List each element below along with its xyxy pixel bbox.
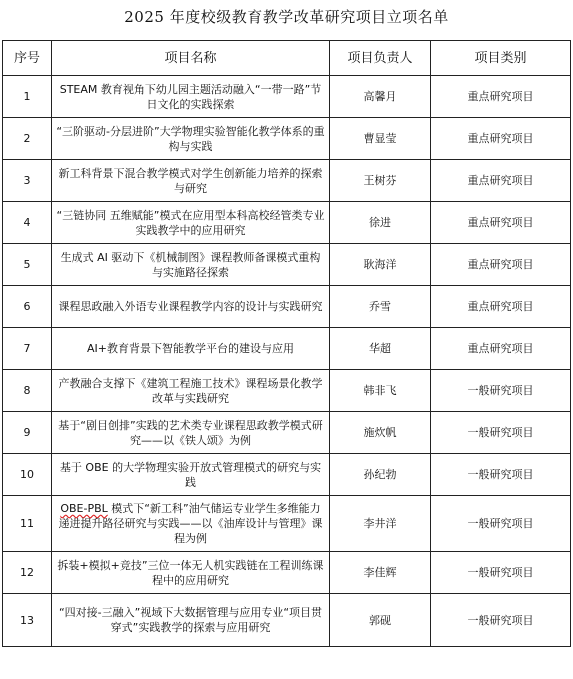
project-table [2, 40, 571, 647]
header-leader: 项目负责人 [330, 41, 431, 76]
table-row [3, 454, 571, 496]
row-number: 10 [3, 454, 52, 496]
row-leader: 乔雪 [330, 286, 431, 328]
row-number: 12 [3, 552, 52, 594]
table-row [3, 370, 571, 412]
table-row [3, 412, 571, 454]
row-category: 重点研究项目 [431, 202, 571, 244]
row-category: 一般研究项目 [431, 370, 571, 412]
row-leader: 高馨月 [330, 76, 431, 118]
row-project-name: 产教融合支撑下《建筑工程施工技术》课程场景化教学改革与实践研究 [52, 370, 330, 412]
row-project-name: “四对接-三融入”视域下大数据管理与应用专业“项目贯穿式”实践教学的探索与应用研究 [52, 594, 330, 647]
row-leader: 韩非飞 [330, 370, 431, 412]
table-row [3, 244, 571, 286]
row-number: 1 [3, 76, 52, 118]
header-category: 项目类别 [431, 41, 571, 76]
row-leader: 郭砚 [330, 594, 431, 647]
row-number: 6 [3, 286, 52, 328]
table-row [3, 160, 571, 202]
table-row [3, 552, 571, 594]
row-project-name: “三阶驱动-分层进阶”大学物理实验智能化教学体系的重构与实践 [52, 118, 330, 160]
row-leader: 华超 [330, 328, 431, 370]
row-project-name: AI+教育背景下智能教学平台的建设与应用 [52, 328, 330, 370]
row-project-name-rest: 模式下“新工科”油气储运专业学生多维能力递进提升路径研究与实践——以《油库设计与管理》课程为例 [58, 502, 323, 545]
row-project-name: 基于 OBE 的大学物理实验开放式管理模式的研究与实践 [52, 454, 330, 496]
row-number: 2 [3, 118, 52, 160]
row-number: 4 [3, 202, 52, 244]
row-category: 重点研究项目 [431, 286, 571, 328]
row-number: 3 [3, 160, 52, 202]
table-row [3, 496, 571, 552]
table-row [3, 202, 571, 244]
row-leader: 耿海洋 [330, 244, 431, 286]
row-leader: 王树芬 [330, 160, 431, 202]
row-leader: 孙纪勃 [330, 454, 431, 496]
row-project-name: 课程思政融入外语专业课程教学内容的设计与实践研究 [52, 286, 330, 328]
row-project-name [52, 496, 330, 552]
row-number: 7 [3, 328, 52, 370]
table-row [3, 328, 571, 370]
header-project-name: 项目名称 [52, 41, 330, 76]
row-category: 重点研究项目 [431, 328, 571, 370]
row-project-name: 新工科背景下混合教学模式对学生创新能力培养的探索与研究 [52, 160, 330, 202]
row-category: 重点研究项目 [431, 76, 571, 118]
row-category: 一般研究项目 [431, 594, 571, 647]
page-title: 2025 年度校级教育教学改革研究项目立项名单 [124, 8, 449, 26]
row-project-name: 基于“剧目创排”实践的艺术类专业课程思政教学模式研究——以《铁人颂》为例 [52, 412, 330, 454]
row-number: 5 [3, 244, 52, 286]
row-category: 一般研究项目 [431, 552, 571, 594]
row-project-name: STEAM 教育视角下幼儿园主题活动融入“一带一路”节日文化的实践探索 [52, 76, 330, 118]
header-number: 序号 [3, 41, 52, 76]
table-row [3, 286, 571, 328]
table-row [3, 76, 571, 118]
row-number: 9 [3, 412, 52, 454]
row-project-name: 拆装+模拟+竞技”三位一体无人机实践链在工程训练课程中的应用研究 [52, 552, 330, 594]
row-number: 11 [3, 496, 52, 552]
row-leader: 徐进 [330, 202, 431, 244]
row-leader: 李佳辉 [330, 552, 431, 594]
row-category: 重点研究项目 [431, 244, 571, 286]
row-category: 一般研究项目 [431, 412, 571, 454]
row-leader: 施炊帆 [330, 412, 431, 454]
row-number: 8 [3, 370, 52, 412]
row-category: 一般研究项目 [431, 454, 571, 496]
row-category: 重点研究项目 [431, 160, 571, 202]
row-project-name: 生成式 AI 驱动下《机械制图》课程教师备课模式重构与实施路径探索 [52, 244, 330, 286]
underlined-term: OBE-PBL [60, 502, 108, 515]
row-category: 重点研究项目 [431, 118, 571, 160]
row-leader: 曹显莹 [330, 118, 431, 160]
row-number: 13 [3, 594, 52, 647]
row-project-name: “三链协同 五维赋能”模式在应用型本科高校经管类专业实践教学中的应用研究 [52, 202, 330, 244]
table-header-row [3, 41, 571, 76]
row-category: 一般研究项目 [431, 496, 571, 552]
table-row [3, 118, 571, 160]
row-leader: 李井洋 [330, 496, 431, 552]
table-row [3, 594, 571, 647]
